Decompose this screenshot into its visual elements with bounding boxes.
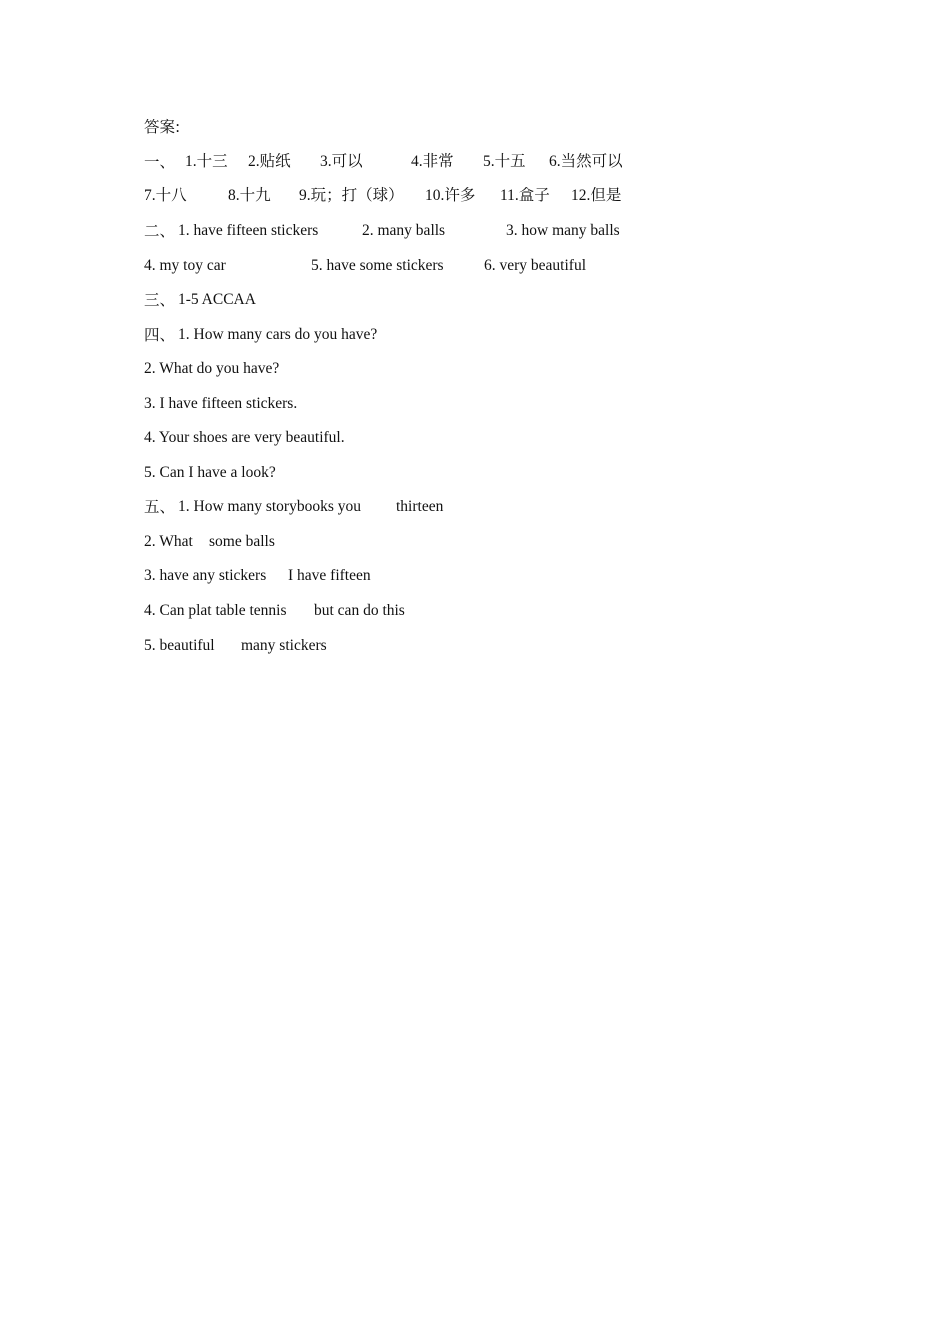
section-4-row <box>144 322 378 348</box>
section-3-row <box>144 287 256 313</box>
section-1-answer: 4.非常 <box>411 153 454 170</box>
section-2-row-2 <box>144 253 587 279</box>
section-3-answer: 1-5 ACCAA <box>178 291 256 308</box>
section-5-blank-2: some balls <box>209 533 275 550</box>
section-1-answer: 5.十五 <box>483 153 526 170</box>
section-4-answer: 3. I have fifteen stickers. <box>144 395 298 412</box>
section-5-blank-1: 5. beautiful <box>144 637 215 654</box>
section-5-row <box>144 633 327 659</box>
section-5-marker: 五、 <box>144 498 176 516</box>
section-4-answer: 1. How many cars do you have? <box>178 326 378 343</box>
section-5-blank-2: I have fifteen <box>288 567 371 584</box>
section-5-blank-1: 1. How many storybooks you <box>178 498 361 515</box>
section-2-answer: 4. my toy car <box>144 257 226 274</box>
section-1-row-2 <box>144 183 622 209</box>
section-1-row-1 <box>144 149 623 175</box>
section-1-answer: 3.可以 <box>320 153 363 170</box>
section-2-answer: 6. very beautiful <box>484 257 587 274</box>
section-1-answer: 9.玩；打（球） <box>299 187 404 204</box>
section-2-answer: 1. have fifteen stickers <box>178 222 319 239</box>
section-5-blank-2: but can do this <box>314 602 405 619</box>
section-1-answer: 6.当然可以 <box>549 153 623 170</box>
section-2-marker: 二、 <box>144 222 176 240</box>
section-1-answer: 2.贴纸 <box>248 153 291 170</box>
section-2-answer: 5. have some stickers <box>311 257 444 274</box>
section-1-answer: 10.许多 <box>425 187 476 204</box>
section-2-row-1 <box>144 218 620 244</box>
section-1-answer: 1.十三 <box>185 153 228 170</box>
section-5-blank-1: 2. What <box>144 533 193 550</box>
section-1-answer: 8.十九 <box>228 187 271 204</box>
section-5-blank-2: many stickers <box>241 637 327 654</box>
section-5-row <box>144 598 405 624</box>
section-4-answer: 2. What do you have? <box>144 360 280 377</box>
section-5-row <box>144 563 371 589</box>
section-5-row <box>144 529 275 555</box>
section-3-marker: 三、 <box>144 291 176 309</box>
section-1-answer: 11.盒子 <box>500 187 550 204</box>
section-2-answer: 3. how many balls <box>506 222 620 239</box>
answer-title: 答案: <box>144 118 181 136</box>
section-4-answer: 5. Can I have a look? <box>144 464 276 481</box>
section-1-answer: 12.但是 <box>571 187 622 204</box>
section-5-blank-1: 4. Can plat table tennis <box>144 602 287 619</box>
section-2-answer: 2. many balls <box>362 222 446 239</box>
section-1-answer: 7.十八 <box>144 187 187 204</box>
section-1-marker: 一、 <box>144 153 176 171</box>
section-5-blank-2: thirteen <box>396 498 444 515</box>
section-4-marker: 四、 <box>144 326 176 344</box>
section-5-row <box>144 494 444 520</box>
section-4-answer: 4. Your shoes are very beautiful. <box>144 429 345 446</box>
section-5-blank-1: 3. have any stickers <box>144 567 267 584</box>
